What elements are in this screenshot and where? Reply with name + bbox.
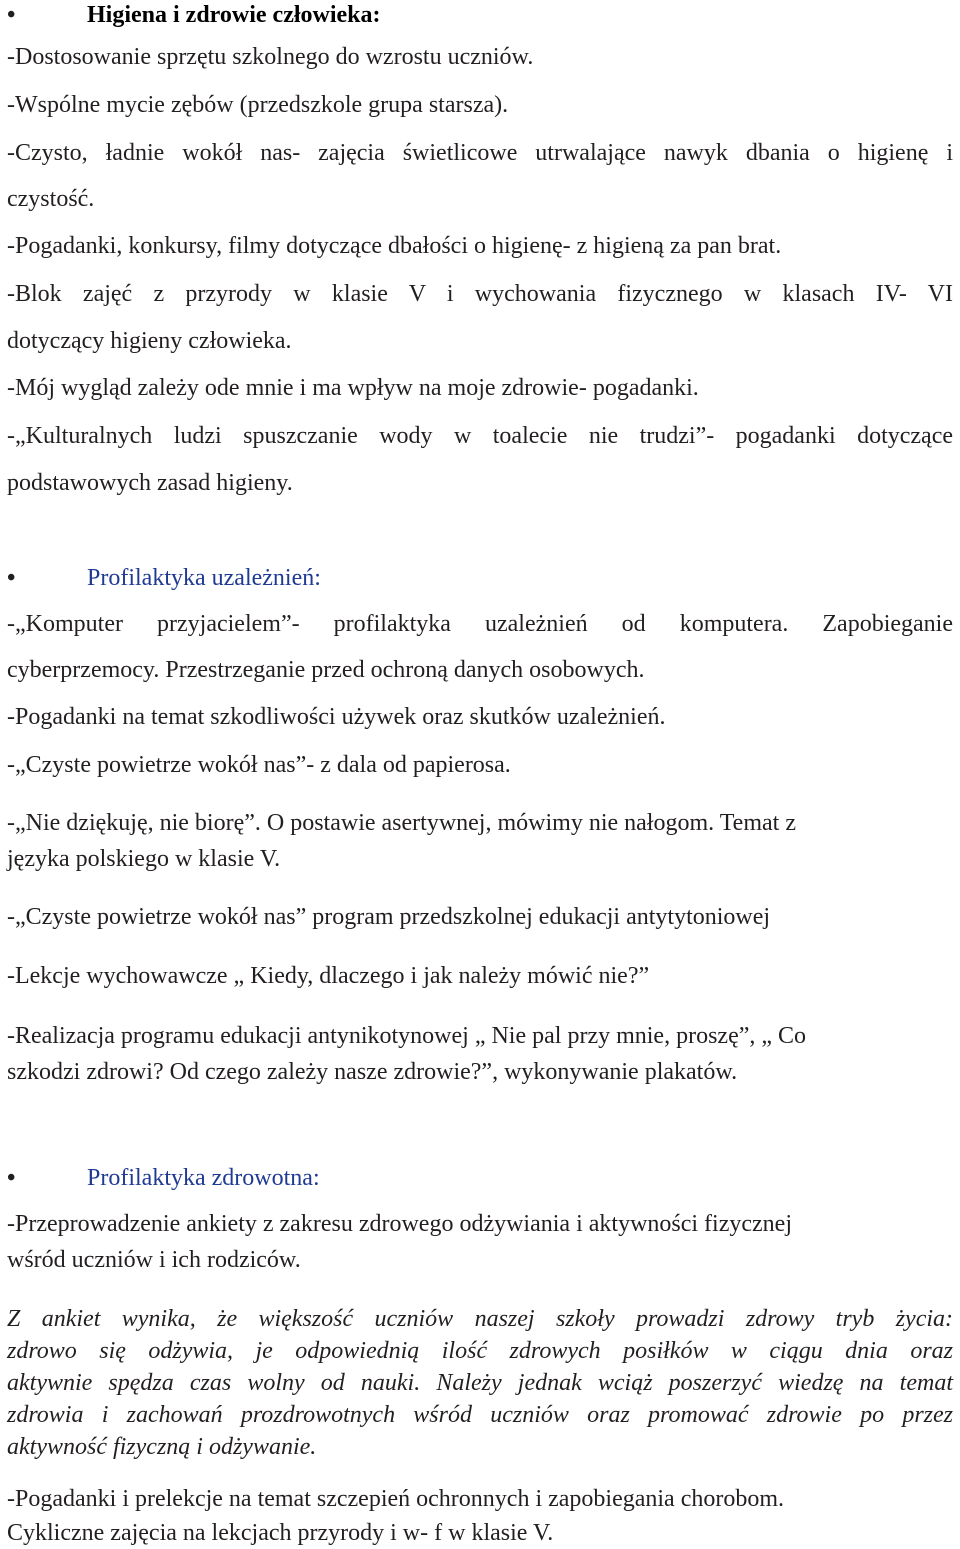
text-line: -„Nie dziękuję, nie biorę”. O postawie asertywnej, mówimy nie nałogom. Temat z	[7, 810, 796, 836]
text-line: -Dostosowanie sprzętu szkolnego do wzrostu uczniów.	[7, 44, 534, 70]
text-line: -Czysto, ładnie wokół nas- zajęcia świetlicowe utrwalające nawyk dbania o higienę i	[7, 140, 953, 166]
section-title: Profilaktyka uzależnień:	[87, 565, 321, 591]
text-line: czystość.	[7, 186, 95, 212]
survey-result-line: zdrowo się odżywia, je odpowiednią ilość zdrowych posiłków w ciągu dnia oraz	[7, 1338, 953, 1364]
survey-result-line: Z ankiet wynika, że większość uczniów naszej szkoły prowadzi zdrowy tryb życia:	[7, 1306, 953, 1332]
text-line: -Pogadanki i prelekcje na temat szczepień ochronnych i zapobiegania chorobom.	[7, 1486, 785, 1512]
text-line: -Wspólne mycie zębów (przedszkole grupa starsza).	[7, 92, 509, 118]
bullet-icon: •	[7, 1165, 16, 1191]
text-line: dotyczący higieny człowieka.	[7, 328, 292, 354]
section-title: Higiena i zdrowie człowieka:	[87, 2, 381, 28]
text-line: -Pogadanki, konkursy, filmy dotyczące dbałości o higienę- z higieną za pan brat.	[7, 233, 782, 259]
bullet-icon: •	[7, 2, 16, 28]
text-line: -Mój wygląd zależy ode mnie i ma wpływ na moje zdrowie- pogadanki.	[7, 375, 699, 401]
survey-result-line: aktywność fizyczną i odżywanie.	[7, 1434, 317, 1460]
text-line: -„Komputer przyjacielem”- profilaktyka uzależnień od komputera. Zapobieganie	[7, 611, 953, 637]
text-line: Cykliczne zajęcia na lekcjach przyrody i w- f w klasie V.	[7, 1520, 554, 1546]
survey-result-line: aktywnie spędza czas wolny od nauki. Należy jednak wciąż poszerzyć wiedzę na temat	[7, 1370, 953, 1396]
text-line: -Pogadanki na temat szkodliwości używek oraz skutków uzależnień.	[7, 704, 666, 730]
text-line: wśród uczniów i ich rodziców.	[7, 1247, 301, 1273]
text-line: -„Kulturalnych ludzi spuszczanie wody w toalecie nie trudzi”- pogadanki dotyczące	[7, 423, 953, 449]
text-line: -„Czyste powietrze wokół nas”- z dala od papierosa.	[7, 752, 511, 778]
text-line: cyberprzemocy. Przestrzeganie przed ochroną danych osobowych.	[7, 657, 645, 683]
text-line: -Realizacja programu edukacji antynikotynowej „ Nie pal przy mnie, proszę”, „ Co	[7, 1023, 807, 1049]
section-title: Profilaktyka zdrowotna:	[87, 1165, 320, 1191]
text-line: języka polskiego w klasie V.	[7, 846, 281, 872]
bullet-icon: •	[7, 565, 16, 591]
text-line: podstawowych zasad higieny.	[7, 470, 293, 496]
text-line: -„Czyste powietrze wokół nas” program przedszkolnej edukacji antytytoniowej	[7, 904, 771, 930]
text-line: szkodzi zdrowi? Od czego zależy nasze zdrowie?”, wykonywanie plakatów.	[7, 1059, 738, 1085]
survey-result-line: zdrowia i zachowań prozdrowotnych wśród uczniów oraz promować zdrowie po przez	[7, 1402, 953, 1428]
text-line: -Blok zajęć z przyrody w klasie V i wychowania fizycznego w klasach IV- VI	[7, 281, 953, 307]
text-line: -Przeprowadzenie ankiety z zakresu zdrowego odżywiania i aktywności fizycznej	[7, 1211, 792, 1237]
text-line: -Lekcje wychowawcze „ Kiedy, dlaczego i jak należy mówić nie?”	[7, 963, 650, 989]
